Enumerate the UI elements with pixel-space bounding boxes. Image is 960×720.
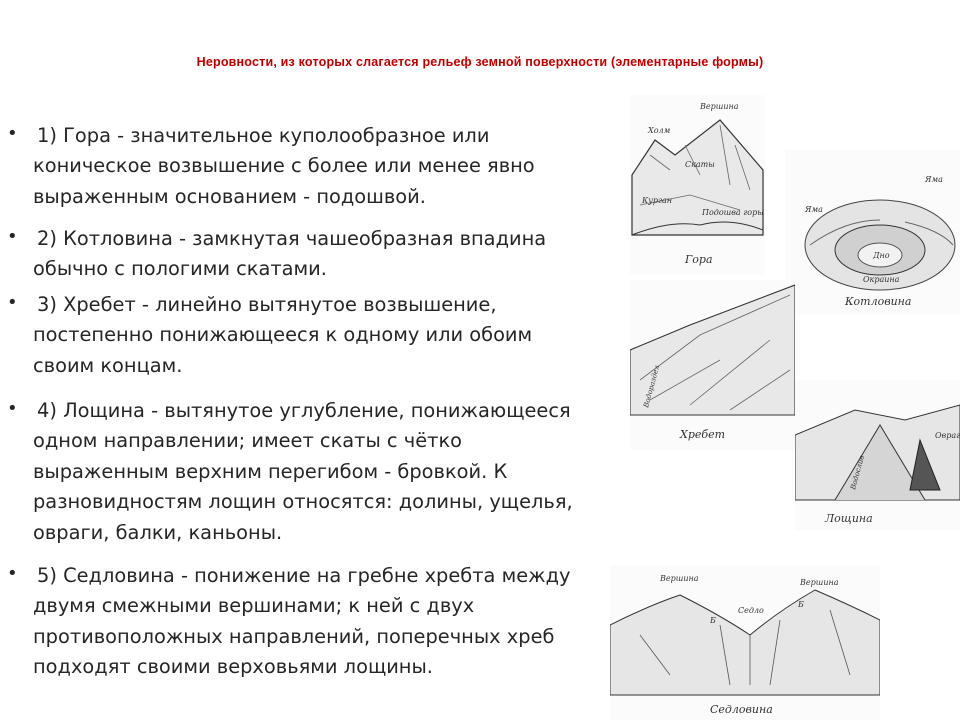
hrebet-caption: Хребет (680, 428, 726, 441)
saddle-illustration (610, 565, 880, 720)
item-line: двумя смежными вершинами; к ней с двух (33, 594, 475, 618)
item-line: выраженным основанием - подошвой. (33, 184, 426, 208)
item-line: противоположных направлений, поперечных хреб (33, 624, 555, 648)
sedlovina-label-0: Вершина (660, 574, 699, 583)
list-item (7, 290, 643, 381)
item-line: 4) Лощина - вытянутое углубление, понижающееся (37, 399, 571, 422)
figure-gora (630, 95, 765, 275)
gora-label-3: Курган (642, 196, 673, 205)
item-line: коническое возвышение с более или менее явно (33, 154, 535, 178)
figure-sedlovina (610, 565, 880, 720)
bullet: • (7, 226, 18, 247)
item-line: разновидностям лощин относятся: долины, ущелья, (33, 490, 573, 514)
gora-label-2: Скаты (685, 160, 715, 169)
item-line: овраги, балки, каньоны. (33, 520, 283, 544)
bullet: • (7, 292, 18, 313)
list-item (7, 224, 643, 285)
sedlovina-label-4: Б (798, 600, 804, 609)
gora-label-1: Холм (648, 126, 671, 135)
loshchina-label-0: Овраг (935, 431, 960, 440)
item-line: 2) Котловина - замкнутая чашеобразная впадина (37, 227, 547, 250)
item-line: подходят своими верховьями лощины. (33, 655, 433, 679)
sedlovina-label-2: Седло (738, 606, 764, 615)
item-line: постепенно понижающееся к одному или обоим (33, 323, 533, 347)
item-line: выраженным верхним перегибом - бровкой. К (33, 459, 508, 483)
bullet: • (7, 123, 18, 144)
bullet: • (7, 563, 18, 584)
ridge-illustration (630, 280, 795, 450)
hollow-illustration (795, 380, 960, 530)
gora-caption: Гора (685, 253, 713, 266)
item-line: 1) Гора - значительное куполообразное или (37, 124, 490, 147)
loshchina-label-1: Водослив (849, 454, 866, 491)
basin-illustration (785, 150, 960, 315)
kotlovina-caption: Котловина (845, 295, 912, 308)
loshchina-caption: Лощина (825, 512, 873, 525)
slide-title: Неровности, из которых слагается рельеф земной поверхности (элементарные формы) (196, 55, 764, 69)
figure-loshchina (795, 380, 960, 530)
figure-hrebet (630, 280, 795, 450)
sedlovina-label-3: Б (710, 616, 716, 625)
kotlovina-label-1: Яма (805, 205, 823, 214)
item-line: одном направлении; имеет скаты с чётко (33, 429, 463, 453)
figure-kotlovina (785, 150, 960, 315)
sedlovina-caption: Седловина (710, 703, 773, 716)
kotlovina-label-0: Яма (925, 175, 943, 184)
item-line: обычно с пологими скатами. (33, 257, 327, 281)
kotlovina-label-3: Окраина (863, 275, 900, 284)
gora-label-0: Вершина (700, 102, 739, 111)
kotlovina-label-2: Дно (873, 251, 890, 260)
list-item (7, 396, 643, 548)
item-line: своим концам. (33, 353, 183, 377)
mountain-illustration (630, 95, 765, 275)
gora-label-4: Подошва горы (702, 208, 764, 217)
bullet: • (7, 398, 18, 419)
list-item (7, 561, 643, 683)
hrebet-label-0: Водораздел (642, 364, 662, 409)
list-item (7, 121, 643, 212)
item-line: 3) Хребет - линейно вытянутое возвышение, (37, 293, 497, 316)
sedlovina-label-1: Вершина (800, 578, 839, 587)
item-line: 5) Седловина - понижение на гребне хребта между (37, 564, 571, 587)
